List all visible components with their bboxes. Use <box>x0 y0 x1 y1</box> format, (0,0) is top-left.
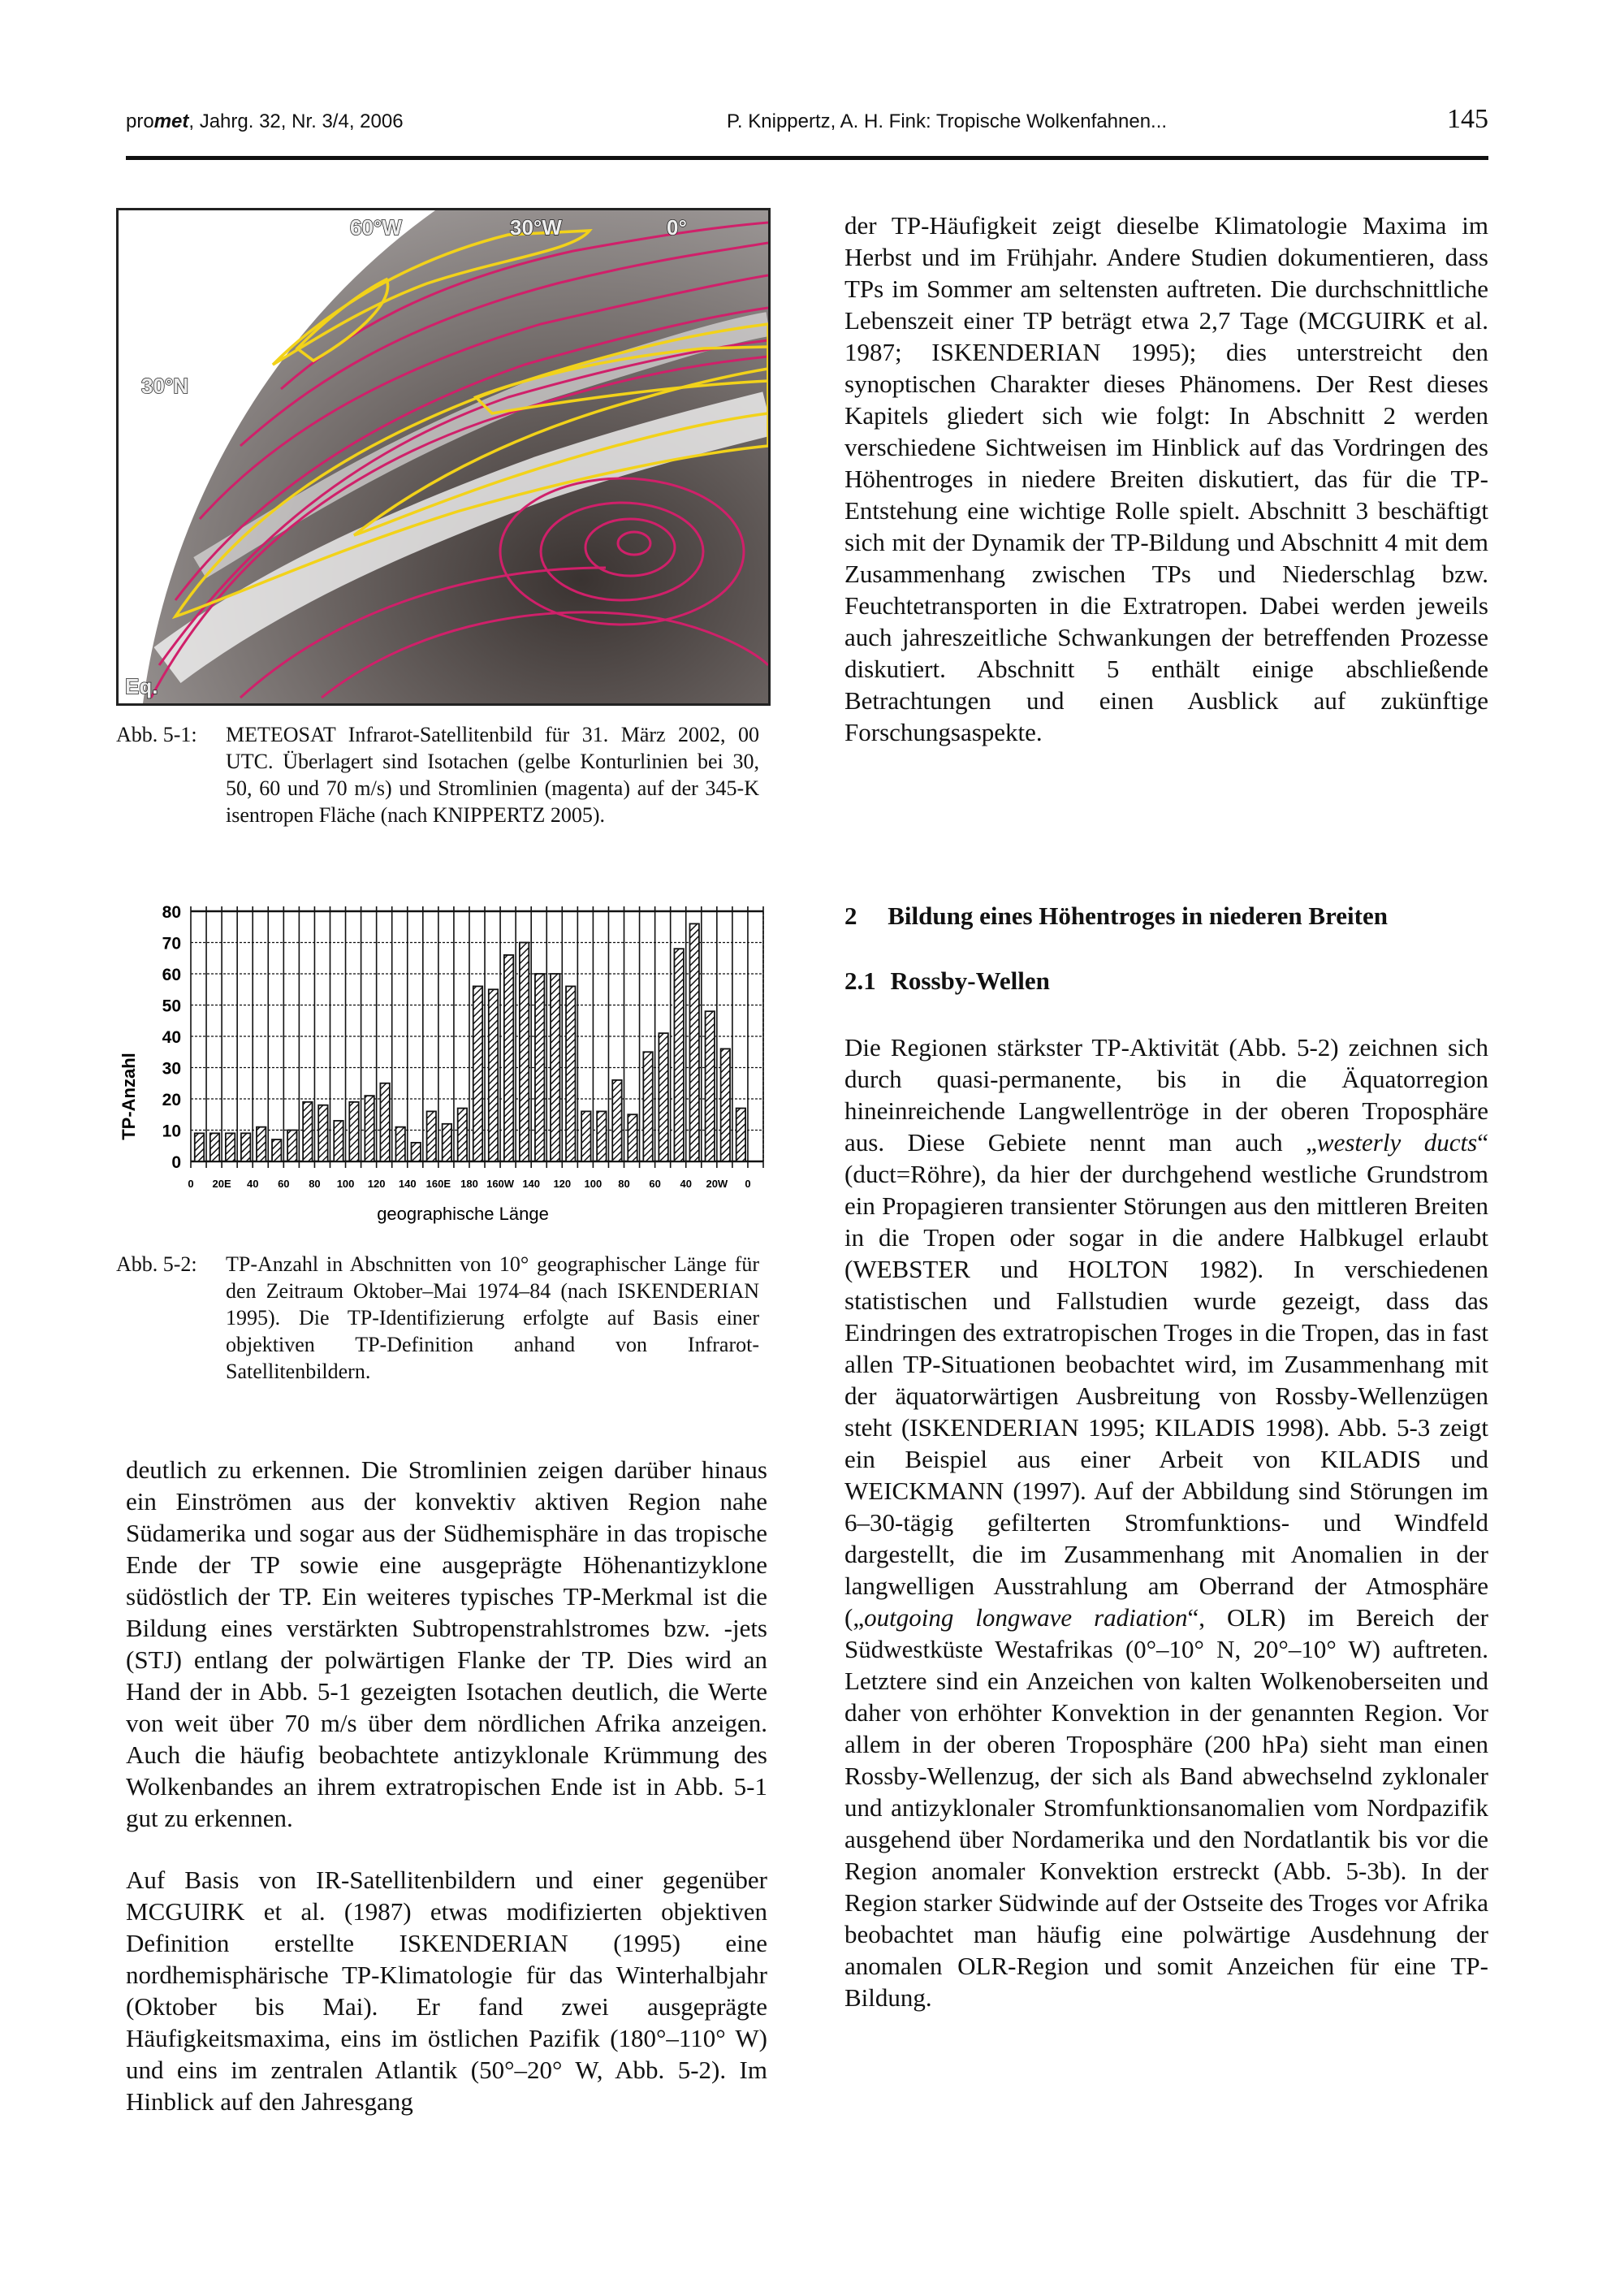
y-tick-label: 60 <box>162 966 181 984</box>
running-header <box>126 104 1488 136</box>
x-tick-label: 60 <box>649 1178 661 1190</box>
journal-citation <box>126 110 404 133</box>
bar <box>551 974 559 1161</box>
x-tick-label: 100 <box>336 1178 355 1190</box>
right-column-intro <box>844 210 1488 748</box>
section-heading <box>844 900 1488 932</box>
bar <box>643 1052 652 1161</box>
y-tick-label: 80 <box>162 903 181 922</box>
x-tick-label: 20E <box>212 1178 231 1190</box>
satellite-image-svg <box>119 210 768 703</box>
subsection-number: 2.1 <box>844 966 876 995</box>
x-tick-label: 80 <box>618 1178 630 1190</box>
x-ticks <box>188 1178 750 1190</box>
label-30n: 30°N <box>141 374 189 398</box>
subsection-heading <box>844 965 1488 997</box>
y-tick-label: 70 <box>162 934 181 953</box>
x-axis-label: geographische Länge <box>377 1204 549 1224</box>
italic-term: outgoing longwave radiation <box>864 1603 1188 1632</box>
bar <box>349 1102 358 1161</box>
bar <box>659 1033 667 1161</box>
section-number: 2 <box>844 902 857 930</box>
journal-name-italic: met <box>153 110 189 132</box>
bar <box>427 1111 436 1161</box>
paragraph: der TP-Häufigkeit zeigt dieselbe Klimatologie Maxima im Herbst und im Frühjahr. Andere Studien dokumentieren, dass TPs im Sommer am seltensten auftreten. Die durchschnittliche Lebenszeit einer TP beträgt etwa 2,7 Tage (MCGUIRK et al. 1987; ISKENDERIAN 1995); dies unterstreicht den synoptischen Charakter dieses Phänomens. Der Rest dieses Kapitels gliedert sich wie folgt: In Abschnitt 2 werden verschiedene Sichtweisen im Hinblick auf das Vordringen des Höhentroges in niedere Breiten diskutiert, das für die TP-Entstehung eine wichtige Rolle spielt. Abschnitt 3 beschäftigt sich mit der Dynamik der TP-Bildung und Abschnitt 4 mit dem Zusammenhang zwischen TPs und Niederschlag bzw. Feuchtetransporten in die Extratropen. Dabei werden jeweils auch jahreszeitliche Schwankungen der betreffenden Prozesse diskutiert. Abschnitt 5 enthält einige abschließende Betrachtungen und einen Ausblick auf zukünftige Forschungsaspekte. <box>844 211 1488 746</box>
tp-count-bar-chart <box>114 893 780 1226</box>
bar <box>395 1127 404 1161</box>
caption-label: Abb. 5-1: <box>116 723 197 746</box>
bar <box>597 1111 606 1161</box>
label-30w: 30°W <box>510 215 562 240</box>
caption-text: TP-Anzahl in Abschnitten von 10° geographischer Länge für den Zeitraum Oktober–Mai 1974–84 (nach ISKENDERIAN 1995). Die TP-Identifizierung erfolgte auf Basis einer objektiven TP-Definition anhand von Infrarot-Satellitenbildern. <box>226 1252 759 1383</box>
bar <box>365 1096 374 1161</box>
x-tick-label: 180 <box>460 1178 478 1190</box>
x-tick-label: 100 <box>584 1178 603 1190</box>
paragraph: deutlich zu erkennen. Die Stromlinien zeigen darüber hinaus ein Einströmen aus der konvektiv aktiven Region nahe Südamerika und sogar aus der Südhemisphäre in das tropische Ende der TP sowie eine ausgeprägte Höhenantizyklone südöstlich der TP. Ein weiteres typisches TP-Merkmal ist die Bildung eines verstärkten Subtropenstrahlstromes bzw. -jets (STJ) entlang der polwärtigen Flanke der TP. Dies wird an Hand der in Abb. 5-1 gezeigten Isotachen deutlich, die Werte von weit über 70 m/s über dem nördlichen Afrika anzeigen. Auch die häufig beobachtete antizyklonale Krümmung des Wolkenbandes an ihrem extratropischen Ende ist in Abb. 5-1 gut zu erkennen. <box>126 1455 767 1832</box>
bar <box>736 1109 745 1161</box>
bar <box>443 1124 451 1161</box>
bar <box>272 1139 281 1161</box>
y-axis-label: TP-Anzahl <box>119 1053 139 1140</box>
bar <box>566 986 575 1161</box>
bar <box>195 1133 204 1161</box>
bar <box>412 1143 421 1161</box>
bar <box>380 1083 389 1161</box>
text-run: “ (duct=Röhre), da hier der durchgehend westliche Grundstrom ein Propagieren transienter Störungen aus den mittleren Breiten in die Tropen oder sogar in die andere Halbkugel erlaubt (WEBSTER und HOLTON 1982). In verschiedenen statistischen und Fallstudien wurde gezeigt, dass das Eindringen des extratropischen Troges in die Tropen, das in fast allen TP-Situationen beobachtet wird, im Zusammenhang mit der äquatorwärtigen Ausbreitung von Rossby-Wellenzügen steht (ISKENDERIAN 1995; KILADIS 1998). Abb. 5-3 zeigt ein Beispiel aus einer Arbeit von KILADIS und WEICKMANN (1997). Auf der Abbildung sind Störungen im 6–30-tägig gefilterten Stromfunktions- und Windfeld dargestellt, die im Zusammenhang mit Anomalien in der langwelligen Ausstrahlung am Oberrand der Atmosphäre („ <box>844 1128 1488 1632</box>
bar <box>504 955 513 1161</box>
bar <box>334 1121 343 1161</box>
figure-5-2-caption <box>116 1251 766 1389</box>
label-60w: 60°W <box>350 215 402 240</box>
satellite-image <box>116 208 771 706</box>
x-tick-label: 160E <box>425 1178 451 1190</box>
bar <box>674 949 683 1161</box>
bar <box>535 974 544 1161</box>
subsection-title: Rossby-Wellen <box>890 966 1050 995</box>
x-tick-label: 20W <box>706 1178 728 1190</box>
paragraph <box>844 1031 1488 2013</box>
left-column-body <box>126 1454 767 2117</box>
bar <box>520 943 529 1162</box>
bar <box>628 1114 637 1161</box>
x-tick-label: 140 <box>398 1178 417 1190</box>
bar <box>489 989 498 1161</box>
x-tick-label: 60 <box>278 1178 290 1190</box>
x-tick-label: 0 <box>188 1178 194 1190</box>
label-eq: Eq. <box>125 674 158 698</box>
x-tick-label: 0 <box>745 1178 751 1190</box>
bar <box>689 923 698 1161</box>
chart-svg <box>114 893 780 1226</box>
bar <box>581 1111 590 1161</box>
bar <box>226 1133 235 1161</box>
page-number: 145 <box>1447 104 1488 134</box>
y-tick-label: 40 <box>162 1028 181 1047</box>
x-tick-label: 40 <box>680 1178 692 1190</box>
caption-text: METEOSAT Infrarot-Satellitenbild für 31. März 2002, 00 UTC. Überlagert sind Isotachen (gelbe Konturlinien bei 30, 50, 60 und 70 m/s) und Stromlinien (magenta) auf der 345-K isentropen Fläche (nach KNIPPERTZ 2005). <box>226 723 759 827</box>
header-rule <box>126 156 1488 160</box>
bar <box>318 1105 327 1161</box>
bar <box>612 1080 621 1161</box>
y-tick-label: 50 <box>162 997 181 1016</box>
figure-5-1-caption <box>116 721 766 867</box>
bar <box>721 1049 730 1161</box>
y-tick-label: 0 <box>171 1153 181 1172</box>
italic-term: westerly ducts <box>1316 1128 1478 1157</box>
text-run: Die Regionen stärkster TP-Aktivität (Abb. 5-2) zeichnen sich durch quasi-permanente, bis in die Äquatorregion hineinreichende Langwellentröge in der oberen Troposphäre aus. Diese Gebiete nennt man auch „ <box>844 1033 1488 1157</box>
running-title: P. Knippertz, A. H. Fink: Tropische Wolkenfahnen... <box>727 110 1168 132</box>
x-tick-label: 120 <box>553 1178 572 1190</box>
bar <box>257 1127 266 1161</box>
bars <box>195 923 745 1161</box>
y-tick-label: 20 <box>162 1091 181 1109</box>
bar <box>303 1102 312 1161</box>
x-tick-label: 40 <box>246 1178 259 1190</box>
caption-label: Abb. 5-2: <box>116 1252 197 1276</box>
section-title: Bildung eines Höhentroges in niederen Breiten <box>888 902 1388 930</box>
bar <box>241 1133 250 1161</box>
journal-issue: , Jahrg. 32, Nr. 3/4, 2006 <box>188 110 404 132</box>
x-tick-label: 80 <box>309 1178 321 1190</box>
bar <box>473 986 482 1161</box>
x-tick-label: 160W <box>486 1178 515 1190</box>
y-tick-label: 10 <box>162 1122 181 1141</box>
bar <box>287 1131 296 1162</box>
y-tick-label: 30 <box>162 1059 181 1079</box>
x-tick-label: 140 <box>522 1178 541 1190</box>
y-ticks <box>162 903 181 1172</box>
journal-prefix: pro <box>126 110 154 132</box>
x-tick-label: 120 <box>367 1178 386 1190</box>
bar <box>210 1133 219 1161</box>
bar <box>706 1011 715 1161</box>
bar <box>458 1109 467 1161</box>
paragraph: Auf Basis von IR-Satellitenbildern und einer gegenüber MCGUIRK et al. (1987) etwas modifizierten objektiven Definition erstellte ISKENDERIAN (1995) eine nordhemisphärische TP-Klimatologie für das Winterhalbjahr (Oktober bis Mai). Er fand zwei ausgeprägte Häufigkeitsmaxima, eins im östlichen Pazifik (180°–110° W) und eins im zentralen Atlantik (50°–20° W, Abb. 5-2). Im Hinblick auf den Jahresgang <box>126 1866 767 2116</box>
right-column-body <box>844 1031 1488 2013</box>
label-0: 0° <box>667 215 687 240</box>
text-run: “, OLR) im Bereich der Südwestküste Westafrikas (0°–10° N, 20°–10° W) auftreten. Letztere sind ein Anzeichen von kalten Wolkenoberseiten und daher von erhöhter Konvektion in der genannten Region. Vor allem in der oberen Troposphäre (200 hPa) sieht man einen Rossby-Wellenzug, der sich als Band abwechselnd zyklonaler und antizyklonaler Stromfunktionsanomalien vom Nordpazifik ausgehend über Nordamerika und den Nordatlantik bis vor die Region anomaler Konvektion erstreckt (Abb. 5-3b). In der Region starker Südwinde auf der Ostseite des Troges vor Afrika beobachtet man häufig eine polwärtige Ausdehnung der anomalen OLR-Region und somit Anzeichen für eine TP-Bildung. <box>844 1603 1489 2012</box>
